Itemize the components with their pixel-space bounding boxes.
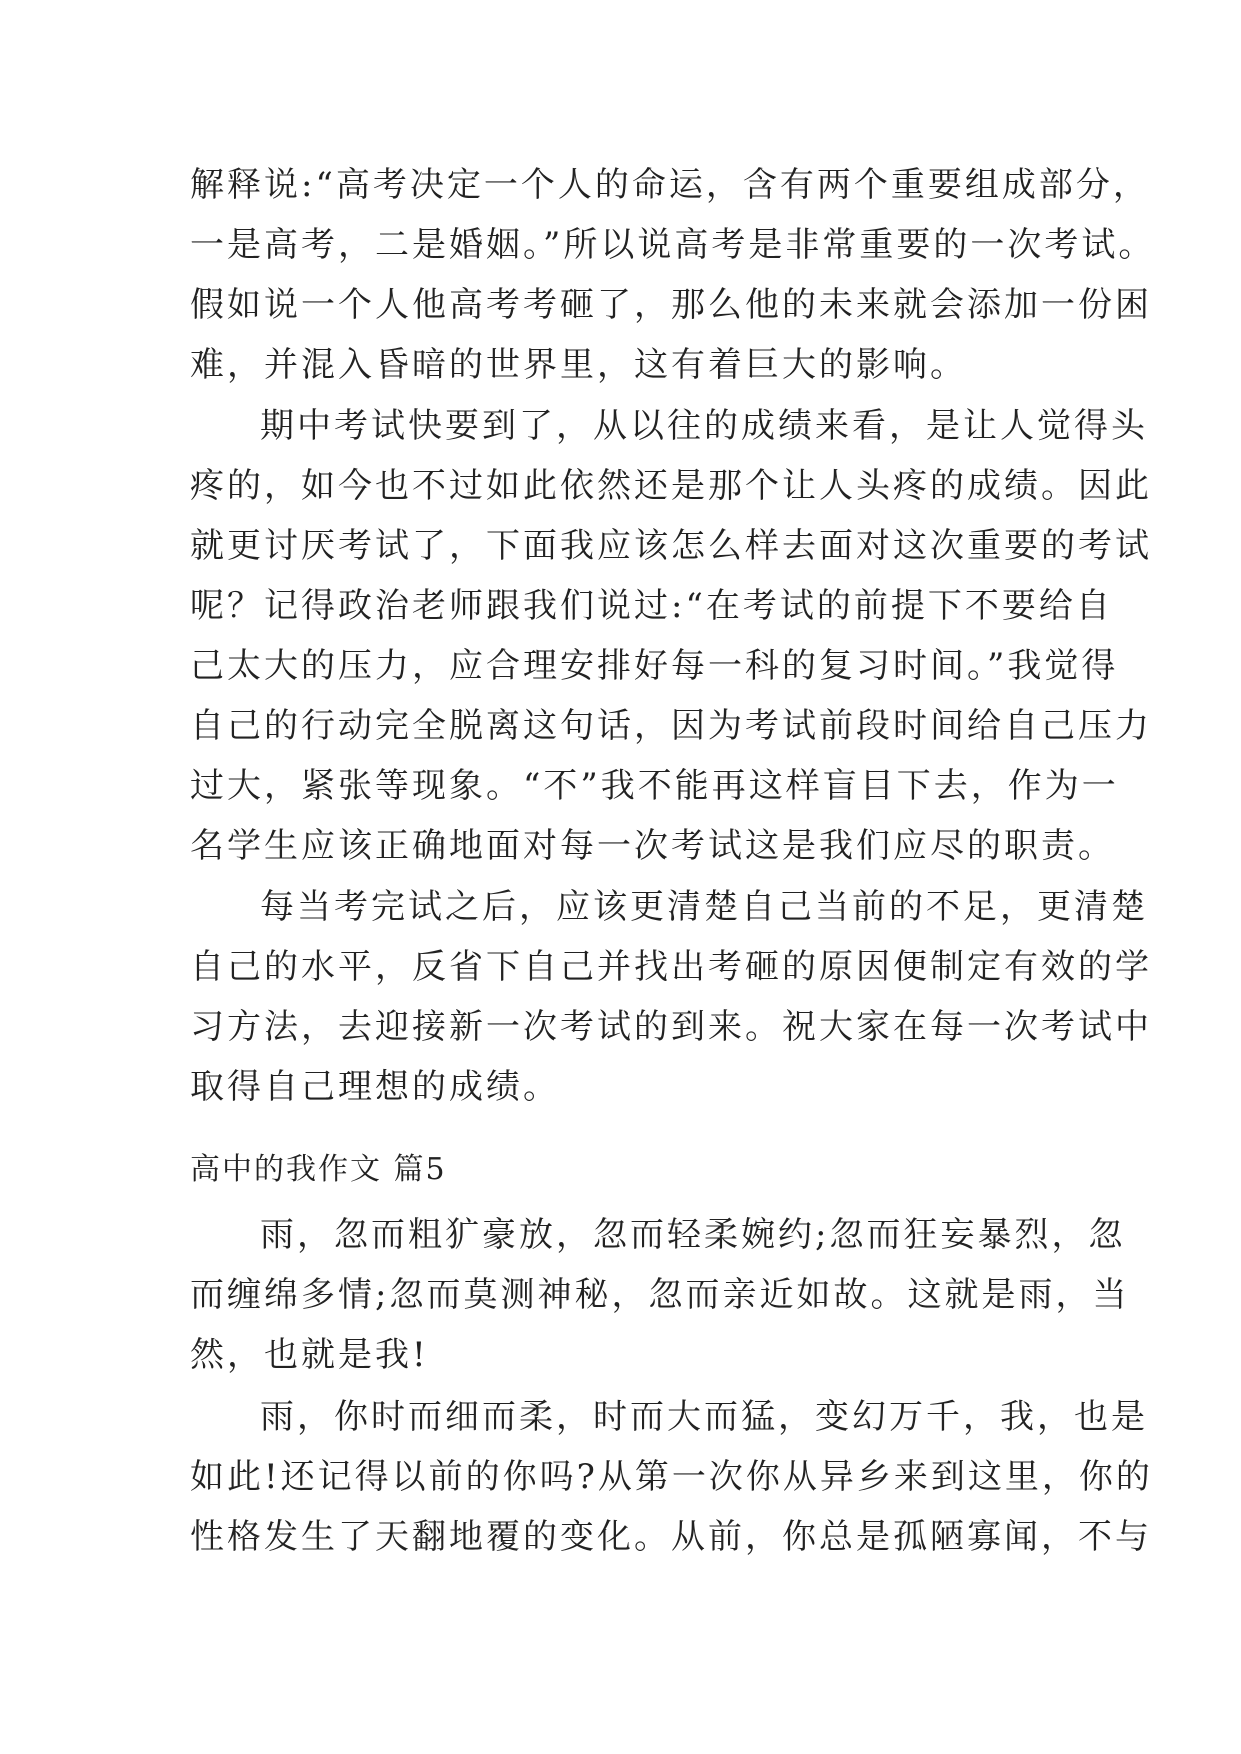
text-line: 期中考试快要到了，从以往的成绩来看，是让人觉得头 [260, 406, 1148, 446]
text-line: 假如说一个人他高考考砸了，那么他的未来就会添加一份困 [190, 285, 1152, 325]
text-line: 名学生应该正确地面对每一次考试这是我们应尽的职责。 [190, 826, 1115, 866]
text-line: 雨，忽而粗犷豪放，忽而轻柔婉约;忽而狂妄暴烈，忽 [260, 1215, 1126, 1255]
paragraph-4 [190, 1205, 1130, 1385]
text-line: 过大，紧张等现象。“不”我不能再这样盲目下去，作为一 [190, 766, 1119, 806]
text-line: 性格发生了天翻地覆的变化。从前，你总是孤陋寡闻，不与 [190, 1517, 1152, 1557]
text-line: 一是高考，二是婚姻。”所以说高考是非常重要的一次考试。 [190, 225, 1156, 265]
text-line: 每当考完试之后，应该更清楚自己当前的不足，更清楚 [260, 887, 1148, 927]
text-line: 疼的，如今也不过如此依然还是那个让人头疼的成绩。因此 [190, 466, 1152, 506]
text-line: 然，也就是我! [190, 1335, 429, 1375]
text-line: 取得自己理想的成绩。 [190, 1067, 560, 1107]
paragraph-3 [190, 877, 1152, 1117]
text-line: 雨，你时而细而柔，时而大而猛，变幻万千，我，也是 [260, 1397, 1148, 1437]
text-line: 习方法，去迎接新一次考试的到来。祝大家在每一次考试中 [190, 1007, 1152, 1047]
text-line: 如此!还记得以前的你吗?从第一次你从异乡来到这里，你的 [190, 1457, 1153, 1497]
text-line: 自己的水平，反省下自己并找出考砸的原因便制定有效的学 [190, 947, 1152, 987]
text-line: 而缠绵多情;忽而莫测神秘，忽而亲近如故。这就是雨，当 [190, 1275, 1130, 1315]
paragraph-2 [190, 396, 1152, 876]
paragraph-5 [190, 1387, 1153, 1567]
text-line: 解释说:“高考决定一个人的命运，含有两个重要组成部分， [190, 165, 1150, 205]
text-line: 己太大的压力，应合理安排好每一科的复习时间。”我觉得 [190, 646, 1119, 686]
paragraph-1 [190, 155, 1156, 395]
text-line: 自己的行动完全脱离这句话，因为考试前段时间给自己压力 [190, 706, 1152, 746]
text-line: 呢？记得政治老师跟我们说过:“在考试的前提下不要给自 [190, 586, 1113, 626]
text-line: 难，并混入昏暗的世界里，这有着巨大的影响。 [190, 345, 967, 385]
section-heading: 高中的我作文 篇5 [190, 1152, 447, 1187]
text-line: 就更讨厌考试了，下面我应该怎么样去面对这次重要的考试 [190, 526, 1152, 566]
